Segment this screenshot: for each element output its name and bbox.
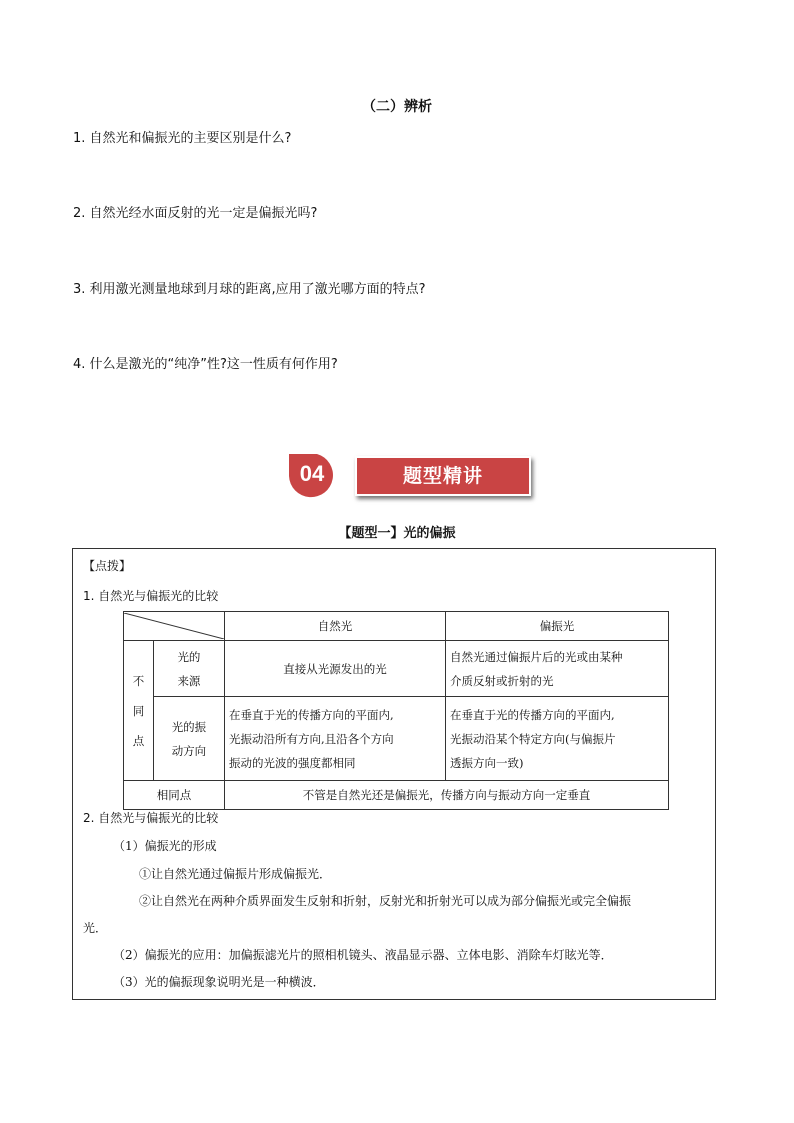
section-badge	[283, 450, 533, 498]
group-label: 不 同 点	[124, 641, 154, 781]
table-corner	[124, 612, 225, 641]
header-natural: 自然光	[225, 612, 446, 641]
question-3: 3. 利用激光测量地球到月球的距离,应用了激光哪方面的特点?	[73, 282, 426, 297]
item2-title: 2. 自然光与偏振光的比较	[83, 811, 219, 825]
badge-label: 题型精讲	[355, 456, 531, 496]
sub3-text: （3）光的偏振现象说明光是一种横波．	[113, 975, 325, 989]
row-vibration-natural: 在垂直于光的传播方向的平面内, 光振动沿所有方向,且沿各个方向 振动的光波的强度都相同	[225, 697, 446, 781]
question-1: 1. 自然光和偏振光的主要区别是什么?	[73, 131, 292, 146]
sub2-text: （2）偏振光的应用：加偏振滤光片的照相机镜头、液晶显示器、立体电影、消除车灯眩光等．	[113, 948, 613, 962]
item1-title: 1. 自然光与偏振光的比较	[83, 589, 219, 603]
tip-box	[72, 548, 716, 1000]
topic-title: 【题型一】光的偏振	[338, 526, 456, 541]
row-source-label: 光的 来源	[153, 641, 224, 697]
section-title: （二）辨析	[362, 99, 432, 115]
sub1-item-a: ①让自然光通过偏振片形成偏振光．	[139, 867, 332, 881]
diagonal-line-icon	[124, 613, 224, 639]
comparison-table	[123, 611, 669, 810]
sub1-heading: （1）偏振光的形成	[113, 839, 217, 853]
row-source-natural: 直接从光源发出的光	[225, 641, 446, 697]
sub1-item-b-cont: 光．	[83, 921, 108, 935]
tip-heading: 【点拨】	[83, 559, 132, 573]
row-vibration-label: 光的振 动方向	[153, 697, 224, 781]
row-same-label: 相同点	[124, 781, 225, 810]
header-polarized: 偏振光	[446, 612, 669, 641]
row-same-value: 不管是自然光还是偏振光，传播方向与振动方向一定垂直	[225, 781, 669, 810]
question-4: 4. 什么是激光的“纯净”性?这一性质有何作用?	[73, 357, 338, 372]
sub1-item-b: ②让自然光在两种介质界面发生反射和折射，反射光和折射光可以成为部分偏振光或完全偏振	[139, 894, 632, 908]
question-2: 2. 自然光经水面反射的光一定是偏振光吗?	[73, 206, 318, 221]
badge-number: 04	[299, 461, 325, 486]
row-source-polarized: 自然光通过偏振片后的光或由某种 介质反射或折射的光	[446, 641, 669, 697]
row-vibration-polarized: 在垂直于光的传播方向的平面内, 光振动沿某个特定方向(与偏振片 透振方向一致)	[446, 697, 669, 781]
